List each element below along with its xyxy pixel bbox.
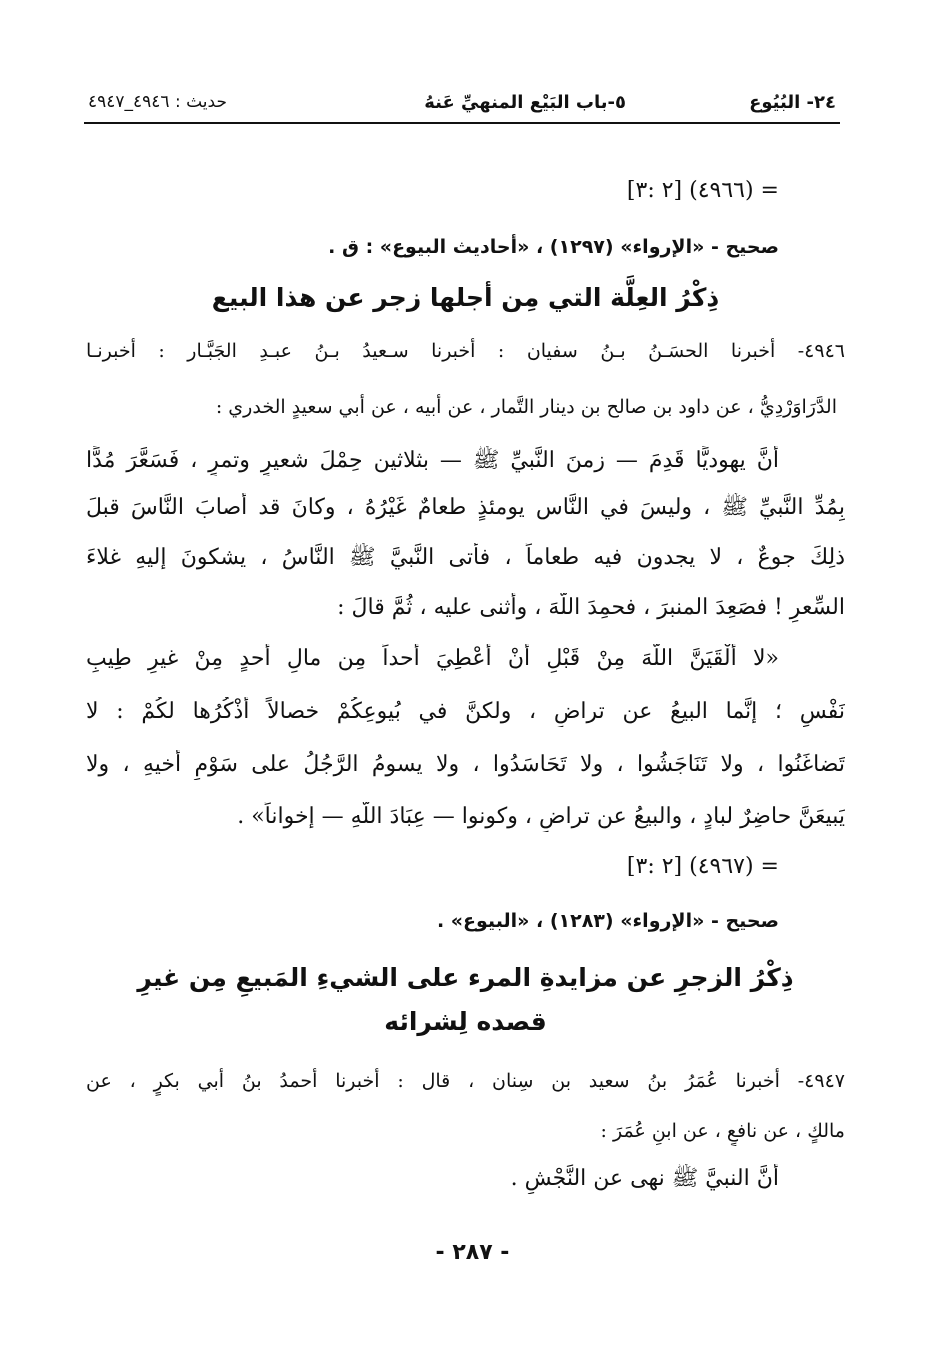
matn-line: السِّعرِ ! فصَعِدَ المنبرَ ، فحمِدَ اللَّهَ ، وأثنى عليه ، ثُمَّ قالَ : [337,595,845,620]
isnad-line: ٤٩٤٦- أخبرنا الحسَـنُ بـنُ سفيان : أخبرنا سـعيدُ بـنُ عبـدِ الجَبَّـار : أخبرنـا [86,340,845,362]
isnad-line: الدَّرَاوَرْدِيُّ ، عن داود بن صالح بن دينار التَّمار ، عن أبيه ، عن أبي سعيدٍ الخدري : [215,396,837,418]
chapter-heading-1: ذِكْرُ العِلَّة التي مِن أجلها زجر عن هذا البيع [211,283,720,312]
matn-line: «لا أَلْقَيَنَّ اللَّهَ مِنْ قَبْلِ أنْ أُعْطِيَ أحداً مِن مالِ أحدٍ مِنْ غيرِ طِيبِ [86,646,779,671]
isnad-line: مالكٍ ، عن نافعٍ ، عن ابنِ عُمَرَ : [600,1120,845,1142]
matn-line: يَبيعَنَّ حاضِرٌ لبادٍ ، والبيعُ عن تراضٍ ، وكونوا — عِبَادَ اللَّهِ — إخواناً» . [237,804,845,829]
page-number: - ٢٨٧ - [435,1240,510,1265]
chapter-heading-2: ذِكْرُ الزجرِ عن مزايدةِ المرء على الشيءِ المَبيعِ مِن غيرِ [137,963,794,992]
section-title: ٥-باب البَيْع المنهيِّ عَنهُ [424,92,626,113]
hadith-grade: صحيح - «الإرواء» (١٢٨٣) ، «البيوع» . [436,910,779,932]
isnad-line: ٤٩٤٧- أخبرنا عُمَرُ بنُ سعيد بن سِنان ، قال : أخبرنا أحمدُ بنُ أبي بكرٍ ، عن [86,1070,845,1092]
matn-line: أنَّ يهوديًّا قَدِمَ — زمنَ النَّبيِّ ﷺ — بثلاثين حِمْلَ شعيرٍ وتمرٍ ، فَسَعَّرَ مُدًّا [86,448,779,473]
matn-line: تَضاغَنُوا ، ولا تَنَاجَشُوا ، ولا تَحَاسَدُوا ، ولا يسومُ الرَّجُلُ على سَوْمِ أخيهِ ، ولا [86,752,845,777]
hadith-range: حديث : ٤٩٤٦_٤٩٤٧ [88,92,227,112]
chapter-heading-2-continued: قصده لِشرائه [384,1007,547,1036]
chapter-title: ٢٤- البُيُوع [749,92,836,113]
matn-line: نَفْسٍ ؛ إنَّما البيعُ عن تراضٍ ، ولكنَّ في بُيوعِكُمْ خصالاً أَذْكُرُها لكُمْ : لا [86,699,845,724]
matn-line: أنَّ النبيَّ ﷺ نهى عن النَّجْشِ . [510,1166,779,1191]
hadith-reference: = (٤٩٦٧) [٢ :٣] [626,854,779,879]
running-header [84,88,840,124]
matn-line: بِمُدِّ النَّبيِّ ﷺ ، وليسَ في النَّاس يومئذٍ طعامٌ غَيْرُهُ ، وكانَ قد أصابَ النَّاسَ قبلَ [86,495,845,520]
matn-line: ذلِكَ جوعٌ ، لا يجدون فيه طعاماً ، فأتى النَّبيَّ ﷺ النَّاسُ ، يشكونَ إليهِ غلاءَ [86,545,845,570]
previous-hadith-grade: صحيح - «الإرواء» (١٢٩٧) ، «أحاديث البيوع» : ق . [328,236,779,258]
previous-hadith-reference: = (٤٩٦٦) [٢ :٣] [626,178,779,203]
